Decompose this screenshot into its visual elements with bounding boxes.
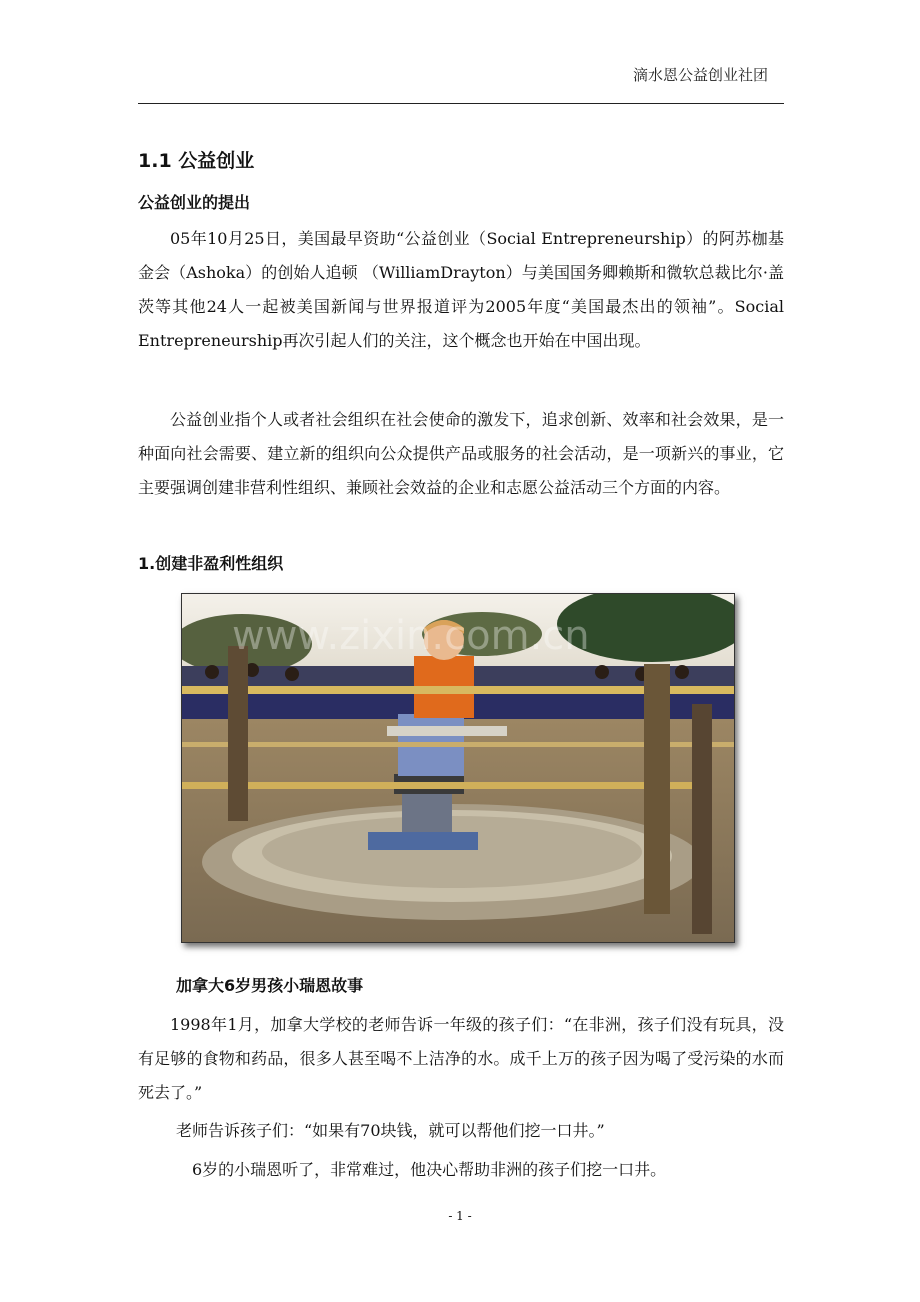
- section-title: 1.1 公益创业: [138, 150, 255, 172]
- page-number: - 1 -: [448, 1209, 472, 1223]
- definition-paragraph: 公益创业指个人或者社会组织在社会使命的激发下，追求创新、效率和社会效果，是一种面向社会需要、建立新的组织向公众提供产品或服务的社会活动，是一项新兴的事业，它主要强调创建非营利性组织、兼顾社会效益的企业和志愿公益活动三个方面的内容。: [138, 410, 784, 497]
- story-line-teacher: 老师告诉孩子们：“如果有70块钱，就可以帮他们挖一口井。”: [176, 1121, 605, 1140]
- header-divider: [138, 103, 784, 104]
- story-line-ryan: 6岁的小瑞恩听了，非常难过，他决心帮助非洲的孩子们挖一口井。: [192, 1160, 667, 1179]
- story-heading: 加拿大6岁男孩小瑞恩故事: [176, 976, 364, 995]
- document-header: 滴水恩公益创业社团: [632, 66, 768, 84]
- subheading: 公益创业的提出: [138, 193, 251, 212]
- list-heading: 1.创建非盈利性组织: [138, 554, 284, 573]
- boy-at-water-pump-photo: [181, 593, 735, 943]
- intro-paragraph: 05年10月25日，美国最早资助“公益创业（Social Entrepreneurship）的阿苏枷基金会（Ashoka）的创始人追顿 （WilliamDrayton）与美国国务卿赖斯和微软总裁比尔·盖茨等其他24人一起被美国新闻与世界报道评为2005年度“美国最杰出的领袖”。Social Entrepreneurship再次引起人们的关注，这个概念也开始在中国出现。: [138, 229, 784, 350]
- svg-text:www.zixin.com.cn: www.zixin.com.cn: [232, 613, 590, 659]
- story-paragraph: 1998年1月，加拿大学校的老师告诉一年级的孩子们：“在非洲，孩子们没有玩具，没有足够的食物和药品，很多人甚至喝不上洁净的水。成千上万的孩子因为喝了受污染的水而死去了。”: [138, 1015, 784, 1102]
